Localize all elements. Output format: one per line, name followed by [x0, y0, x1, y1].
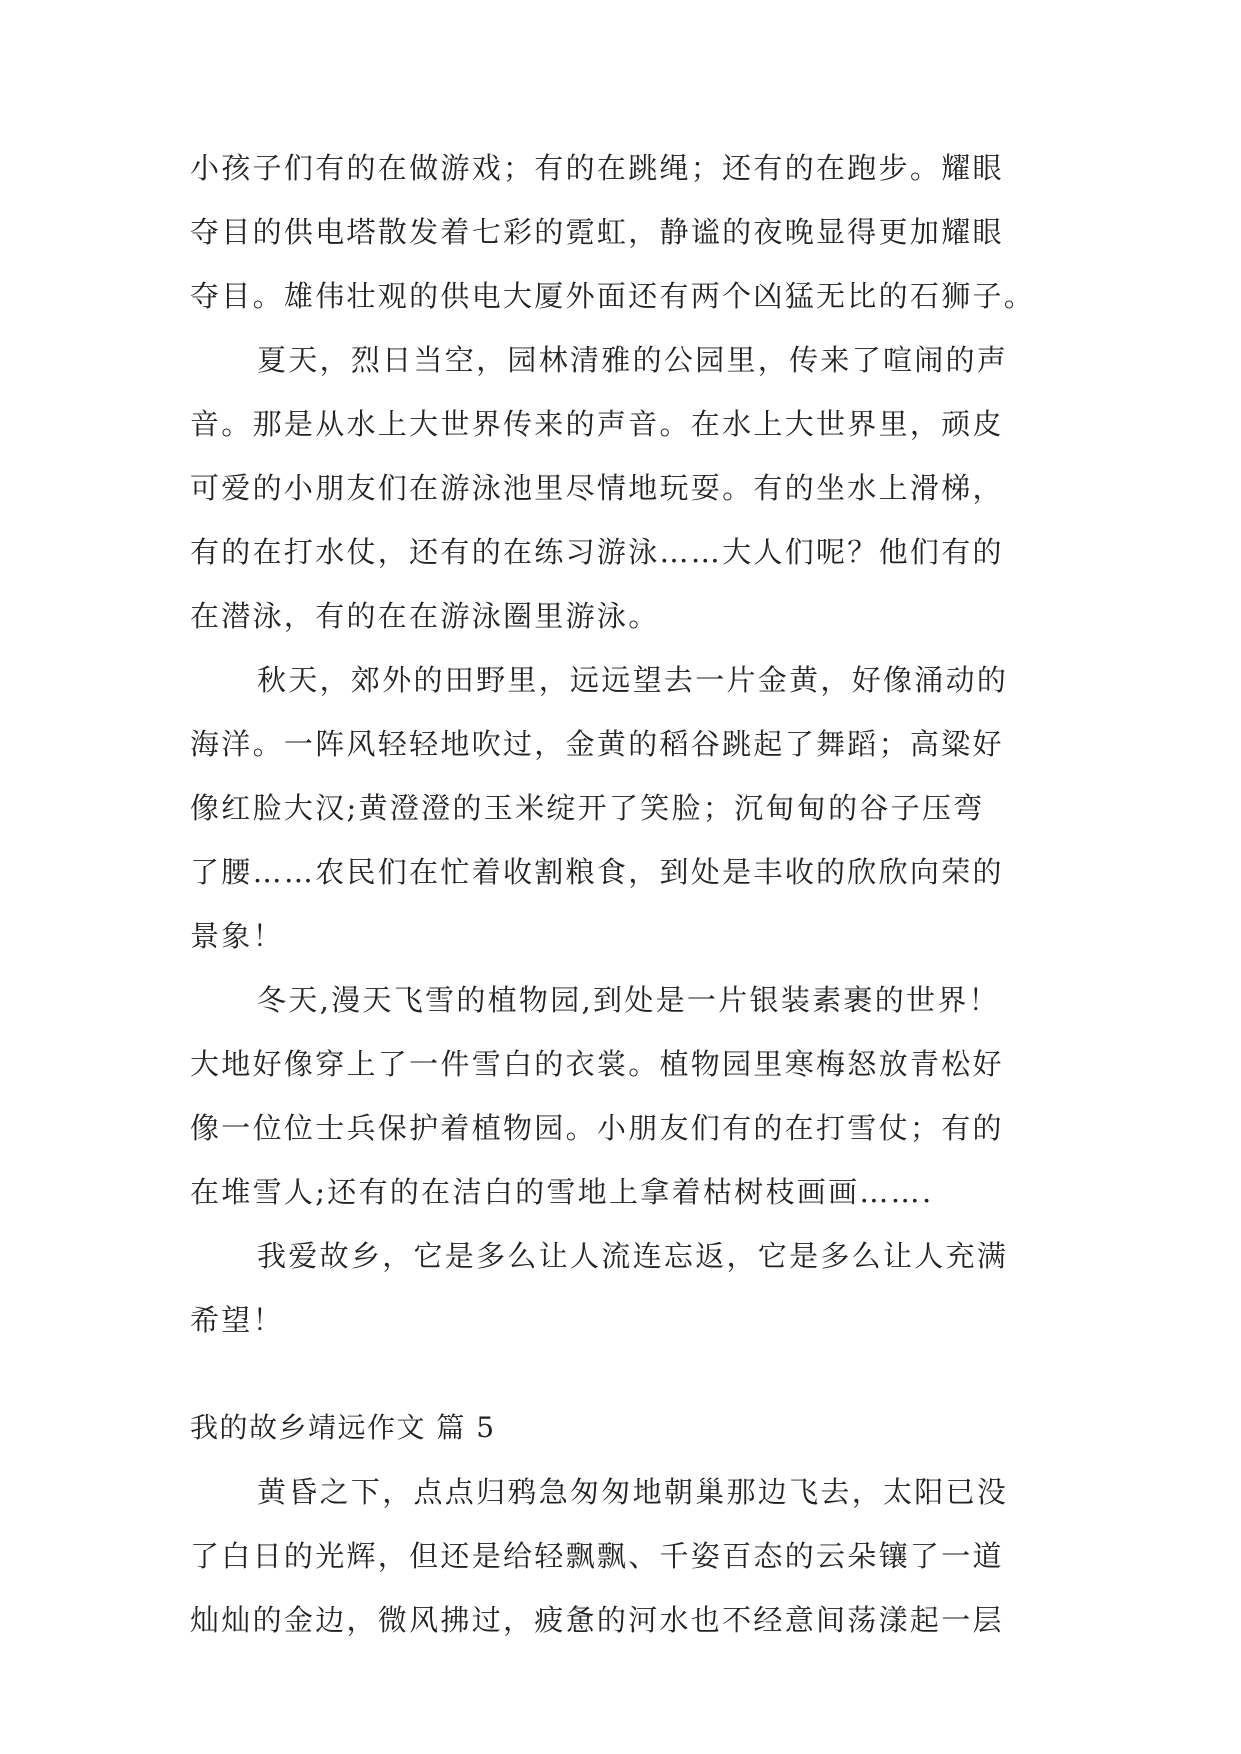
text-line: 像一位位士兵保护着植物园。小朋友们有的在打雪仗；有的: [190, 1111, 1004, 1145]
text-line: 像红脸大汉;黄澄澄的玉米绽开了笑脸；沉甸甸的谷子压弯: [190, 791, 985, 825]
text-line: 海洋。一阵风轻轻地吹过，金黄的稻谷跳起了舞蹈；高粱好: [190, 727, 1004, 761]
text-line: 音。那是从水上大世界传来的声音。在水上大世界里，顽皮: [190, 407, 1004, 441]
text-line: 了腰……农民们在忙着收割粮食，到处是丰收的欣欣向荣的: [190, 855, 1004, 889]
section-heading: 我的故乡靖远作文 篇 5: [190, 1411, 496, 1444]
text-line: 夺目的供电塔散发着七彩的霓虹，静谧的夜晚显得更加耀眼: [190, 215, 1004, 249]
text-line: 小孩子们有的在做游戏；有的在跳绳；还有的在跑步。耀眼: [190, 151, 1004, 185]
text-line: 夺目。雄伟壮观的供电大厦外面还有两个凶猛无比的石狮子。: [190, 279, 1036, 313]
text-line: 大地好像穿上了一件雪白的衣裳。植物园里寒梅怒放青松好: [190, 1047, 1004, 1081]
paragraph-start-line: 秋天，郊外的田野里，远远望去一片金黄，好像涌动的: [257, 663, 1009, 697]
text-line: 景象！: [190, 919, 284, 953]
text-line: 灿灿的金边，微风拂过，疲惫的河水也不经意间荡漾起一层: [190, 1603, 1004, 1637]
text-line: 有的在打水仗，还有的在练习游泳……大人们呢？他们有的: [190, 535, 1004, 569]
text-line: 了白日的光辉，但还是给轻飘飘、千姿百态的云朵镶了一道: [190, 1539, 1004, 1573]
text-line: 在堆雪人;还有的在洁白的雪地上拿着枯树枝画画…….: [190, 1175, 934, 1209]
paragraph-start-line: 冬天,漫天飞雪的植物园,到处是一片银装素裹的世界！: [257, 983, 1000, 1017]
paragraph-start-line: 黄昏之下，点点归鸦急匆匆地朝巢那边飞去，太阳已没: [257, 1475, 1009, 1509]
text-line: 希望！: [190, 1303, 284, 1337]
paragraph-start-line: 我爱故乡，它是多么让人流连忘返，它是多么让人充满: [257, 1239, 1009, 1273]
paragraph-start-line: 夏天，烈日当空，园林清雅的公园里，传来了喧闹的声: [257, 343, 1009, 377]
text-line: 在潜泳，有的在在游泳圈里游泳。: [190, 599, 660, 633]
text-line: 可爱的小朋友们在游泳池里尽情地玩耍。有的坐水上滑梯，: [190, 471, 1004, 505]
